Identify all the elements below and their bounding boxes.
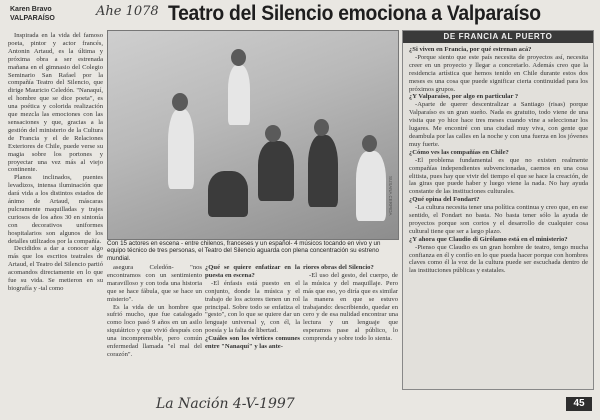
article-column-3 (205, 264, 300, 390)
article-column-2 (107, 264, 202, 390)
interview-question: riores obras del Silencio? (303, 264, 374, 271)
actor-head (362, 135, 377, 152)
actor-head (314, 119, 329, 136)
actor-figure (168, 109, 194, 189)
paragraph: Planos inclinados, puentes levadizos, intensa iluminación que dará vida a los distintos estados de ánimo de Artaud, máscaras pulcramente maquilladas y trajes curiosos de los años 30 en sintonía con decorativos uniformes hospitalarios son algunos de los detalles utilizados por la compañía. (8, 174, 103, 245)
actor-head (172, 93, 188, 111)
interview-question: ¿Qué opina del Fondart? (409, 196, 480, 204)
paragraph: -Porque siento que este país necesita de proyectos así, necesita creer en un proyecto y llegar a concretarlo. Además creo que la residencia artística que hemos tenido en Chile durante estos dos meses es una cosa que puede significar cierta continuidad para los próximos grupos. (409, 53, 588, 93)
actor-figure (308, 135, 338, 207)
interview-question: ¿Y Valparaíso, por algo en particular ? (409, 93, 519, 101)
sidebar-body (403, 43, 593, 386)
actor-head (231, 49, 246, 66)
paragraph: -El énfasis está puesto en el conjunto, donde la música y el trabajo de los actores tienen un rol principal. Sobre todo se enfatiza el "gesto", con lo que se quiere dar un lenguaje universal y, con él, la poesía y la falta de libertad. (205, 279, 300, 335)
paragraph: Es la vida de un hombre que sufrió mucho, que fue catalogado como loco pasó 9 años en un asilo siquiátrico y que vivió después con una incomprensible, pero común enfermedad llamada "el mal del corazón". (107, 303, 202, 358)
interview-question: ¿Cómo ves las compañías en Chile? (409, 148, 509, 156)
stage-photo (107, 30, 399, 240)
dateline: VALPARAÍSO (10, 15, 55, 22)
interview-question: ¿Y ahora que Claudio di Girólamo está en el ministerio? (409, 235, 568, 243)
sidebar-title: DE FRANCIA AL PUERTO (403, 31, 593, 43)
handwritten-date: La Nación 4-V-1997 (156, 396, 295, 412)
actor-figure (258, 141, 294, 201)
page-number: 45 (566, 397, 592, 411)
article-column-4 (303, 264, 398, 390)
actor-figure (356, 151, 386, 221)
actor-figure (208, 171, 248, 217)
actor-head (265, 125, 281, 142)
handwritten-reference: Ahe 1078 (96, 4, 159, 19)
interview-question: ¿Qué se quiere enfatizar en la puesta en escena? (205, 264, 300, 279)
paragraph: Inspirada en la vida del famoso poeta, pintor y actor francés, Antonin Artaud, es la última y próxima obra a ser estrenada mañana en el gimnasio del Colegio Seminario San Rafael por la compañía Teatro del Silencio, que dirige Mauricio Celedón. "Nanaquí, el hombre que se dice poeta", es una poética y colorida realización que mezcla las emociones con las sensaciones y que, gracias a la gestión del ministerio de la Cultura de Francia y el de Relaciones Exteriores de Chile, puede verse su magia sobre los portones y proyectar una vez más al viejo continente. (8, 32, 103, 174)
photo-credit: SUSANA CERPIDA (388, 176, 393, 216)
paragraph: Decididos a dar a conocer algo más que los escritos teatrales de Artaud, el Teatro del Silencio partió acomandos directamente en lo que fue su vida. Se metieron en su biografía y -tal como (8, 245, 103, 292)
paragraph: -La cultura necesita tener una política continua y creo que, en ese sentido, el Fondart no basta. No basta tener sólo la ayuda de proyectos porque son cortos y el desarrollo de cualquier cosa cultural tiene que ser a largo plazo. (409, 204, 588, 235)
article-column-1 (8, 32, 103, 390)
paragraph: asegura Celedón- "nos encontramos con un sentimiento maravilloso y con toda una historia que se hace fábula, que se hace un misterio". (107, 264, 202, 303)
photo-caption: Con 15 actores en escena - entre chilenos, franceses y un español- 4 músicos tocando en vivo y un equipo técnico de tres personas, el Teatro del Silencio aguarda con plena concentración su estreno mundial. (107, 240, 381, 262)
paragraph: -Pienso que Claudio es un gran hombre de teatro, tengo mucha confianza en él y confío en lo que pueda hacer porque con hombres claves como él la voz de la cultura puede ser escuchada dentro de las instituciones públicas y estatales. (409, 243, 588, 275)
paragraph: -El problema fundamental es que no existen realmente compañías independientes subvencionadas, caemos en una cosa elitista, pues hay que vivir del tiempo el que se hace la creación, de las giras que puede haber y luego viene la nada. No hay ayuda constante de las instituciones culturales. (409, 156, 588, 196)
byline (10, 5, 55, 23)
paragraph: -Aparte de querer descentralizar a Santiago (risas) porque Valparaíso es un gran sueño. Nada es gratuito, todo viene de una visita que yo hice hace tres meses cuando vine a seleccionar los lugares. Me encontré con una ciudad muy viva, con gente que deambula por las calles en la noche y con una fuerza en los jóvenes muy fuerte. (409, 101, 588, 148)
author-name: Karen Bravo (10, 6, 52, 13)
actor-figure (228, 65, 250, 125)
sidebar-box (402, 30, 594, 390)
paragraph: -El uso del gesto, del cuerpo, de la música y del maquillaje. Pero más que eso, yo diría que es similar la manera en que se estuvo trabajando: describiendo, quedar en cero y de esa nulidad encontrar una lectura y un lenguaje que esperamos pase al público, lo comprenda y sobre todo lo sienta. (303, 271, 398, 343)
interview-question: ¿Si viven en Francia, por qué estrenan acá? (409, 46, 532, 53)
headline: Teatro del Silencio emociona a Valparaíso (168, 2, 541, 25)
interview-question: ¿Cuáles son los vértices comunes entre "Nanaquí" y las ante- (205, 335, 300, 351)
